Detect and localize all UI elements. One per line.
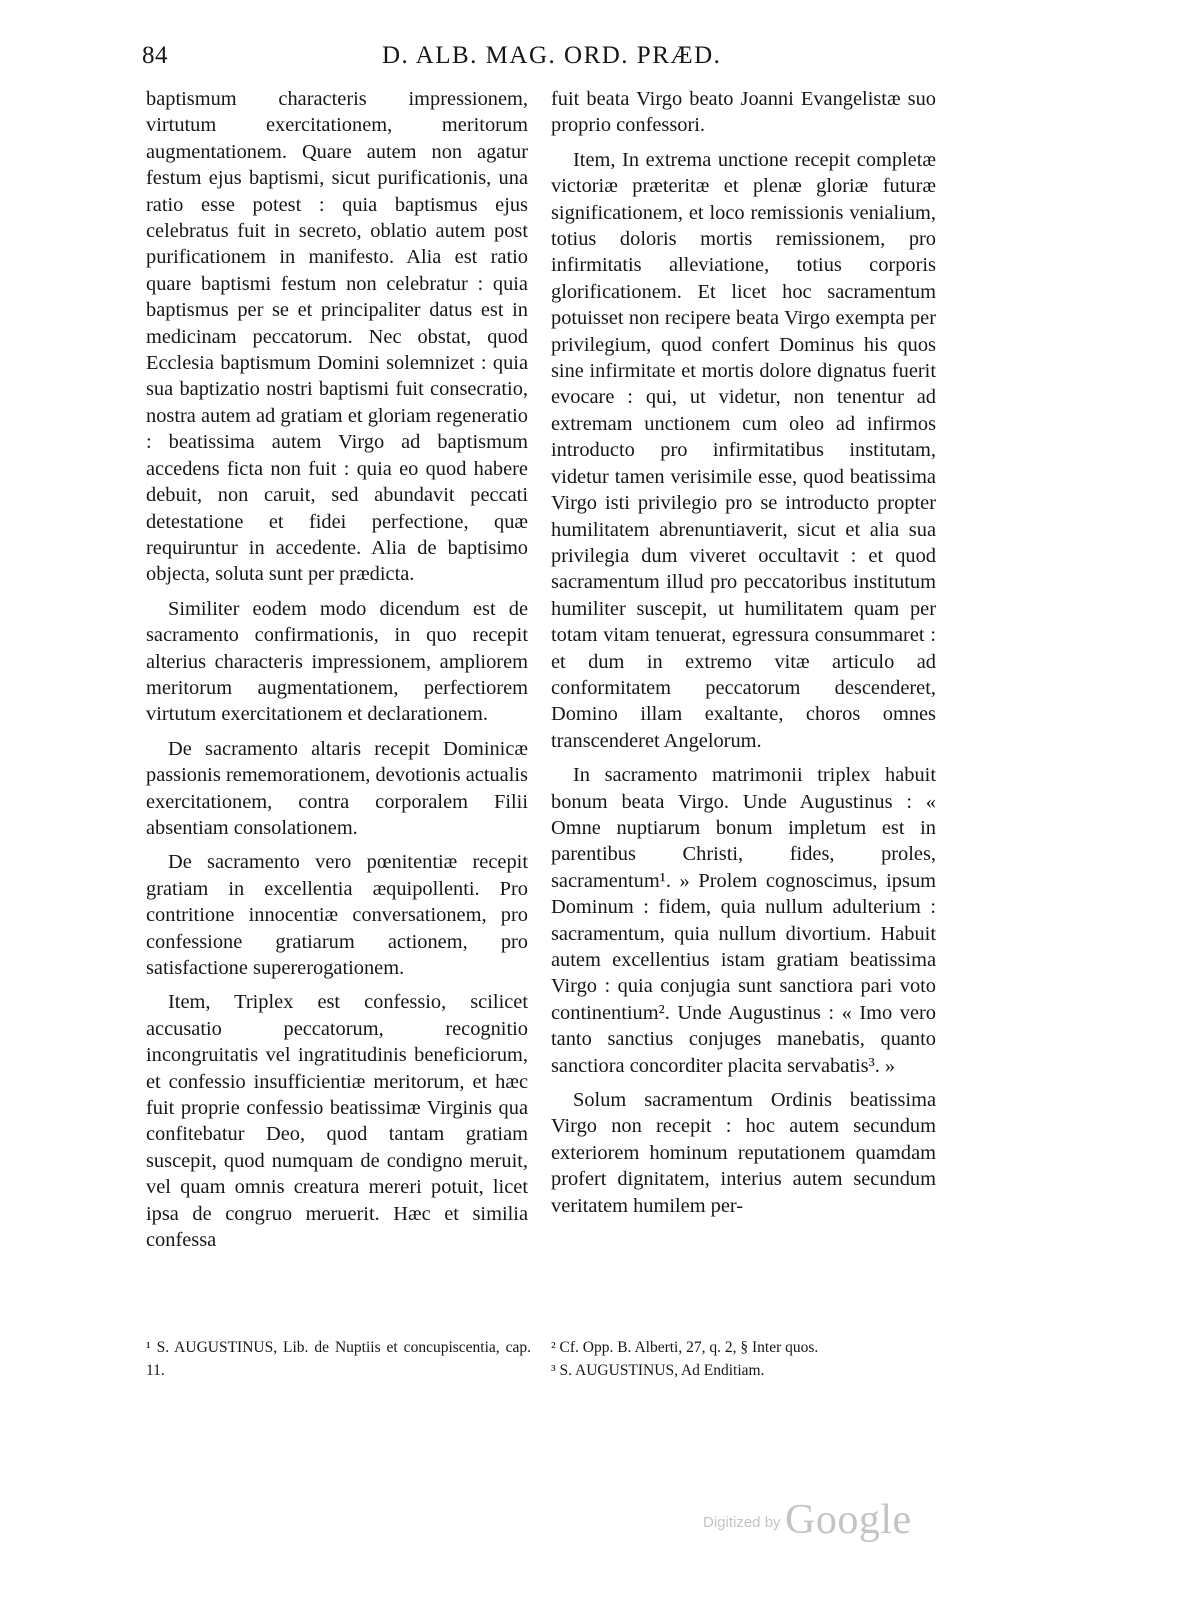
paragraph: Item, Triplex est confessio, scilicet accusatio peccatorum, recognitio incongruitatis vel ingratitudinis beneficiorum, et confessio insufficientiæ meritorum, et hæc fuit proprie confessio beatissimæ Virginis qua confitebatur Deo, quod tantam gratiam suscepit, quod numquam de condigno meruit, vel quam omnis creatura mereri potuit, licet ipsa de congruo meruerit. Hæc et similia confessa xyxy=(146,991,528,1252)
watermark-brand: Google xyxy=(785,1497,912,1543)
page-number: 84 xyxy=(142,42,168,69)
footnote: ¹ S. AUGUSTINUS, Lib. de Nuptiis et concupiscentia, cap. 11. xyxy=(146,1339,531,1379)
paragraph: Similiter eodem modo dicendum est de sacramento confirmationis, in quo recepit alterius characteris impressionem, ampliorem meritorum augmentationem, perfectiorem virtutum exercitationem et declarationem. xyxy=(146,597,528,726)
footnotes-left xyxy=(146,1336,531,1382)
digitized-watermark xyxy=(703,1496,912,1544)
left-column xyxy=(146,86,528,1261)
page-header xyxy=(142,42,937,82)
paragraph: De sacramento vero pœnitentiæ recepit gratiam in excellentia æquipollenti. Pro contritione innocentiæ conversationem, pro confessione gratiarum actionem, pro satisfactione supererogationem. xyxy=(146,851,528,979)
paragraph: Solum sacramentum Ordinis beatissima Virgo non recepit : hoc autem secundum exteriorem hominum reputationem quamdam profert dignitatem, interius autem secundum veritatem humilem per- xyxy=(551,1089,936,1217)
footnotes-right xyxy=(551,1336,941,1382)
watermark-prefix: Digitized by xyxy=(703,1514,781,1531)
paragraph: Item, In extrema unctione recepit completæ victoriæ præteritæ et plenæ gloriæ futuræ significationem, et loco remissionis venialium, totius doloris mortis remissionem, pro infirmitatis alleviatione, totius corporis glorificationem. Et licet hoc sacramentum potuisset non recipere beata Virgo exempta per privilegium, quod confert Dominus his quos sine infirmitate et mortis dolore dignatus fuerit evocare : qui, ut videtur, non tenentur ad extremam unctionem cum oleo ad infirmos introducto pro infirmitatibus institutam, videtur tamen verisimile esse, quod beatissima Virgo isti privilegio pro se introducto propter humilitatem abrenuntiaverit, sicut et alia sua privilegia dum viveret occultavit : et quod sacramentum illud pro peccatoribus institutum humiliter suscepit, ut humilitatem quam per totam vitam tenuerat, egressura consummaret : et dum in extremo vitæ articulo ad conformitatem peccatorum descenderet, Domino illam exaltante, choros omnes transcenderet Angelorum. xyxy=(551,148,936,752)
paragraph: fuit beata Virgo beato Joanni Evangelistæ suo proprio confessori. xyxy=(551,88,936,137)
running-title: D. ALB. MAG. ORD. PRÆD. xyxy=(382,42,722,69)
footnote: ² Cf. Opp. B. Alberti, 27, q. 2, § Inter quos. xyxy=(551,1339,819,1356)
right-column xyxy=(551,86,936,1227)
footnote: ³ S. AUGUSTINUS, Ad Enditiam. xyxy=(551,1362,765,1379)
paragraph: In sacramento matrimonii triplex habuit bonum beata Virgo. Unde Augustinus : « Omne nuptiarum bonum impletum est in parentibus Christi, fides, proles, sacramentum¹. » Prolem cognoscimus, ipsum Dominum : fidem, quia nullum adulterium : sacramentum, quia nullum divortium. Habuit autem excellentius istam gratiam beatissima Virgo : quia conjugia sunt sanctiora pari voto continentium². Unde Augustinus : « Imo vero tanto sanctius conjuges manebatis, quanto sanctiora concorditer placita servabatis³. » xyxy=(551,764,936,1077)
paragraph: baptismum characteris impressionem, virtutum exercitationem, meritorum augmentationem. Quare autem non agatur festum ejus baptismi, sicut purificationis, una ratio esse potest : quia baptismus ejus celebratus fuit in secreto, oblatio autem post purificationem in manifesto. Alia est ratio quare baptismi festum non celebratur : quia baptismus per se et principaliter datus est in medicinam peccatorum. Nec obstat, quod Ecclesia baptismum Domini solemnizet : quia sua baptizatio nostri baptismi fuit consecratio, nostra autem ad gratiam et gloriam regeneratio : beatissima autem Virgo ad baptismum accedens ficta non fuit : quia eo quod habere debuit, non caruit, sed abundavit peccati detestatione et fidei perfectione, quæ requiruntur in accedente. Alia de baptisimo objecta, soluta sunt per prædicta. xyxy=(146,88,528,586)
paragraph: De sacramento altaris recepit Dominicæ passionis rememorationem, devotionis actualis exercitationem, contra corporalem Filii absentiam consolationem. xyxy=(146,737,528,839)
